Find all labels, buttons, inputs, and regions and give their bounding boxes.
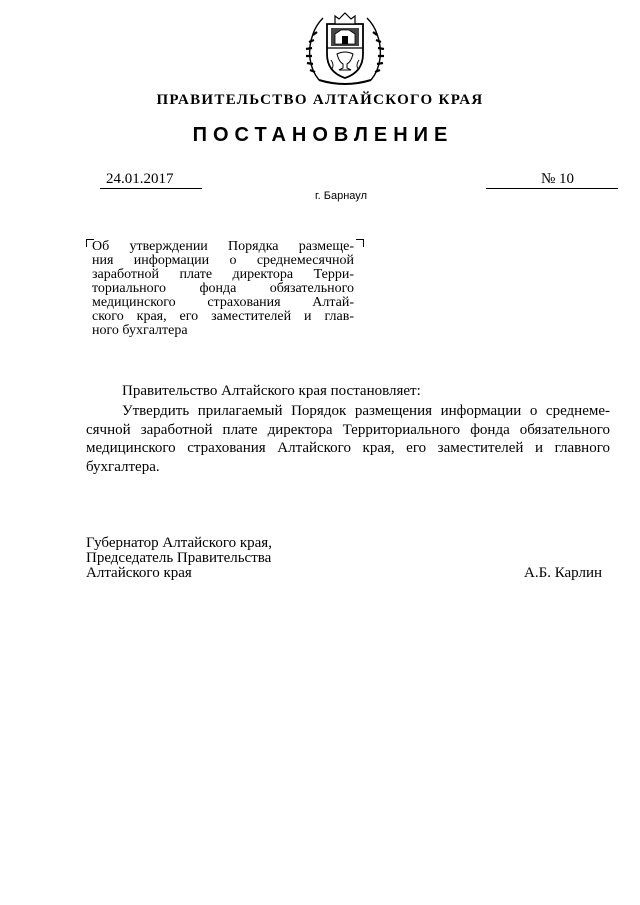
- decree-subject: [92, 240, 354, 338]
- decree-preamble: Правительство Алтайского края постановляет:: [122, 383, 421, 399]
- signatory-name: А.Б. Карлин: [524, 565, 603, 581]
- subject-line: ского края, его заместителей и глав-: [92, 309, 354, 324]
- signatory-position-line: Алтайского края: [86, 565, 192, 581]
- signatory-position: [86, 536, 272, 581]
- coat-of-arms-emblem: [305, 10, 385, 88]
- subject-line: ториального фонда обязательного: [92, 281, 354, 296]
- decree-body: [86, 402, 610, 476]
- subject-line: заработной плате директора Терри-: [92, 267, 354, 282]
- issue-city: г. Барнаул: [315, 190, 367, 202]
- decree-number: № 10: [486, 170, 618, 189]
- subject-bracket-right: [356, 239, 364, 247]
- subject-line: Об утверждении Порядка размеще-: [92, 239, 354, 254]
- body-line: бухгалтера.: [86, 458, 160, 475]
- subject-line: медицинского страхования Алтай-: [92, 295, 354, 310]
- subject-line: ния информации о среднемесячной: [92, 253, 354, 268]
- government-name: ПРАВИТЕЛЬСТВО АЛТАЙСКОГО КРАЯ: [156, 92, 484, 108]
- signatory-position-line: Губернатор Алтайского края,: [86, 535, 272, 551]
- subject-line: ного бухгалтера: [92, 323, 188, 338]
- body-line: Утвердить прилагаемый Порядок размещения информации о среднеме-: [122, 403, 610, 419]
- decree-date: 24.01.2017: [100, 170, 202, 189]
- document-type-title: ПОСТАНОВЛЕНИЕ: [192, 124, 454, 146]
- body-line: сячной заработной плате директора Территориального фонда обязательного: [86, 421, 610, 438]
- signatory-position-line: Председатель Правительства: [86, 550, 272, 566]
- body-line: медицинского страхования Алтайского края, его заместителей и главного: [86, 440, 610, 456]
